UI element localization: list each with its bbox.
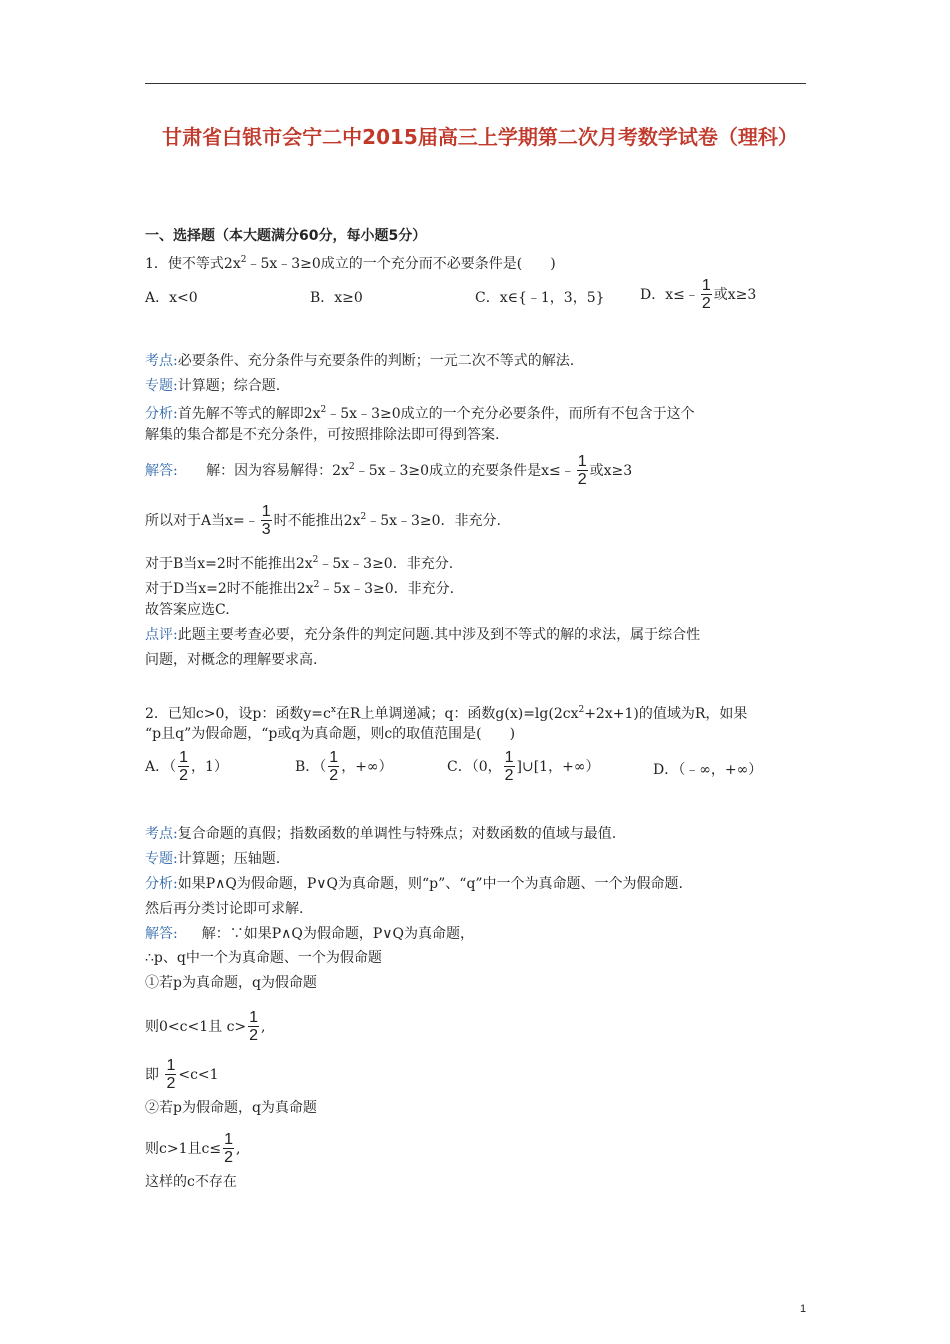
document-title: 甘肃省白银市会宁二中2015届高三上学期第二次月考数学试卷（理科）: [162, 125, 798, 149]
fraction: $\frac{1}{2}$: [166, 1057, 176, 1092]
q1-option-c[interactable]: C．x∈{﹣1，3，5}: [475, 290, 605, 306]
q2-fenxi: 分析:如果P∧Q为假命题，P∨Q为真命题，则“p”、“q”中一个为真命题、一个为假命题.: [145, 876, 684, 892]
fraction: $\frac{1}{2}$: [224, 1131, 233, 1166]
q2-option-b[interactable]: B．（ $\frac{1}{2}$ ，+∞）: [295, 749, 393, 784]
q2-stem: 2．已知c>0，设p：函数$y=c^x$在R上单调递减；q：函数$g(x)=\lg(2cx^2+2x+1)$的值域为R，如果: [145, 705, 748, 722]
q1-stem: 1．使不等式$2x^2﹣5x﹣3\ge 0$成立的一个充分而不必要条件是( ): [145, 255, 556, 272]
q1-dianping-cont: 问题，对概念的理解要求高.: [145, 652, 318, 668]
section-heading: 一、选择题（本大题满分60分，每小题5分）: [145, 228, 427, 244]
q1-option-a[interactable]: A．x<0: [145, 290, 198, 306]
q1-fenxi: 分析:首先解不等式的解即$2x^2﹣5x﹣3\ge 0$成立的一个充分必要条件，而所有不包含于这个: [145, 405, 695, 422]
q2-solution-line3: 则0<c<1且 c> $\frac{1}{2}$ ,: [145, 1009, 266, 1044]
header-rule: [145, 83, 806, 84]
q2-solution-line4: 即 $\frac{1}{2}$ <c<1: [145, 1057, 219, 1092]
q1-fenxi-cont: 解集的集合都是不充分条件，可按照排除法即可得到答案.: [145, 427, 500, 443]
fraction: $\frac{1}{2}$: [577, 453, 587, 488]
q1-option-d[interactable]: D．x≤﹣ $\frac{1}{2}$ 或x≥3: [640, 277, 757, 312]
q1-option-b[interactable]: B．x≥0: [310, 290, 363, 306]
fraction: $\frac{1}{2}$: [329, 749, 339, 784]
q1-solution-line2: 对于B当x=2时不能推出$2x^2﹣5x﹣3\ge 0$．非充分.: [145, 555, 454, 572]
q2-fenxi-cont: 然后再分类讨论即可求解.: [145, 901, 304, 917]
q2-solution-line2: ①若p为真命题，q为假命题: [145, 975, 317, 991]
q2-jieda: 解答: 解：∵如果P∧Q为假命题，P∨Q为真命题，: [145, 926, 475, 942]
q2-option-a[interactable]: A．（ $\frac{1}{2}$ ，1）: [145, 749, 228, 784]
fraction: $\frac{1}{2}$: [504, 749, 514, 784]
q1-zhuanti: 专题:计算题；综合题.: [145, 378, 281, 394]
q2-option-d[interactable]: D．（﹣∞，+∞）: [653, 762, 763, 778]
q2-solution-line5: ②若p为假命题，q为真命题: [145, 1100, 317, 1116]
fraction: $\frac{1}{2}$: [179, 749, 189, 784]
q2-kaodian: 考点:复合命题的真假；指数函数的单调性与特殊点；对数函数的值域与最值.: [145, 826, 617, 842]
q2-solution-line7: 这样的c不存在: [145, 1174, 237, 1190]
fraction: $\frac{1}{2}$: [249, 1009, 259, 1044]
q1-jieda: 解答: 解：因为容易解得：$2x^2﹣5x﹣3\ge 0$成立的充要条件是x≤﹣ $\frac{1}{2}$ 或x≥3: [145, 453, 633, 488]
q2-zhuanti: 专题:计算题；压轴题.: [145, 851, 281, 867]
q2-solution-line1: ∴p、q中一个为真命题、一个为假命题: [145, 950, 382, 966]
q1-solution-line4: 故答案应选C.: [145, 602, 230, 618]
fraction: $\frac{1}{3}$: [261, 503, 271, 538]
q1-solution-line3: 对于D当x=2时不能推出$2x^2﹣5x﹣3\ge 0$．非充分.: [145, 580, 455, 597]
q1-dianping: 点评:此题主要考查必要，充分条件的判定问题.其中涉及到不等式的解的求法，属于综合性: [145, 627, 701, 643]
q1-solution-line1: 所以对于A当x=﹣ $\frac{1}{3}$ 时不能推出$2x^2﹣5x﹣3\ge 0$．非充分.: [145, 503, 502, 538]
q2-solution-line6: 则c>1且c≤ $\frac{1}{2}$ ,: [145, 1131, 241, 1166]
q2-option-c[interactable]: C．（0， $\frac{1}{2}$ ]∪[1，+∞）: [447, 749, 600, 784]
q2-stem-cont: “p且q”为假命题，“p或q为真命题，则c的取值范围是( ): [145, 726, 516, 742]
q1-kaodian: 考点:必要条件、充分条件与充要条件的判断；一元二次不等式的解法.: [145, 353, 575, 369]
page-number: 1: [800, 1303, 807, 1315]
fraction: $\frac{1}{2}$: [701, 277, 711, 312]
